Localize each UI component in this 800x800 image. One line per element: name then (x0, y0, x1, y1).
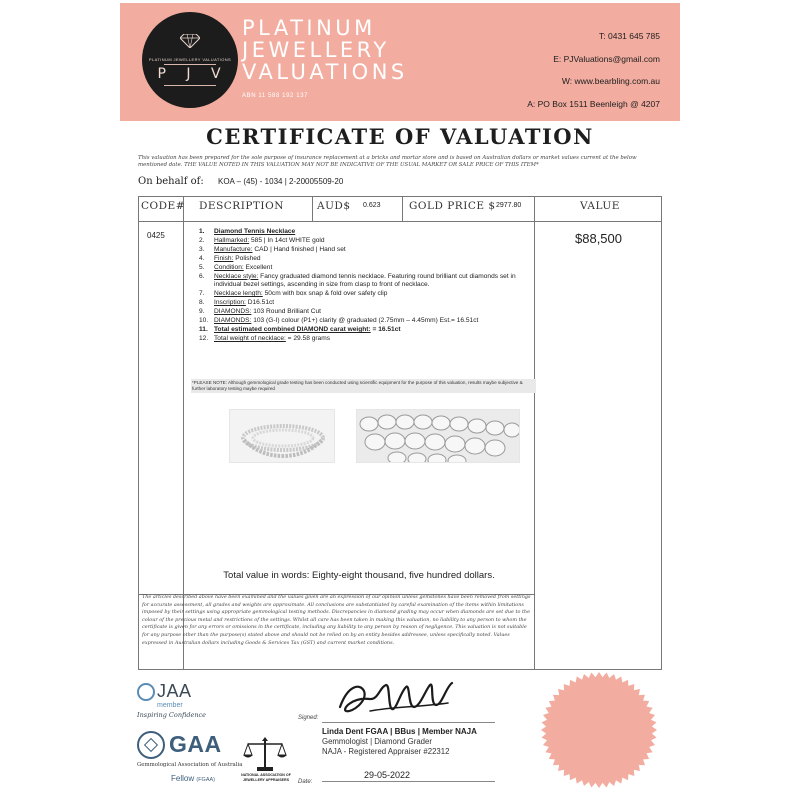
item-code: 0425 (147, 231, 165, 240)
list-item (199, 317, 535, 326)
item-value: $88,500 (575, 231, 622, 246)
gaa-logo (137, 731, 243, 789)
scales-icon (240, 735, 290, 773)
description-list (199, 228, 535, 344)
contact-website: W: www.bearbling.com.au (561, 76, 660, 86)
list-item (199, 237, 535, 246)
item-text: 50cm with box snap & fold over safety clip (262, 290, 388, 298)
item-label: Necklace length: (214, 290, 263, 298)
logo-initials: P J V (157, 66, 229, 82)
date-value: 29-05-2022 (364, 770, 411, 780)
item-label: Necklace style: (214, 272, 259, 280)
signed-label: Signed: (298, 715, 319, 721)
item-number: 3. (199, 245, 205, 253)
item-number: 9. (199, 308, 205, 316)
jaa-name: JAA (157, 681, 192, 701)
naja-logo (240, 735, 290, 790)
brand-line: VALUATIONS (242, 60, 408, 84)
pjv-logo (142, 12, 238, 108)
gold-price-label: GOLD PRICE $ (409, 200, 496, 212)
table-column-divider (312, 197, 313, 221)
item-text: Polished (233, 254, 261, 262)
item-number: 8. (199, 299, 205, 307)
diamond-closeup-photo (356, 409, 520, 463)
item-text: = 16.51ct (370, 325, 401, 333)
description-header: DESCRIPTION (199, 200, 284, 212)
gaa-fellow-label (171, 774, 215, 783)
table-column-divider (402, 197, 403, 221)
item-text: Excellent (243, 263, 273, 271)
item-number: 10. (199, 317, 209, 325)
item-number: 6. (199, 272, 205, 280)
item-number: 1. (199, 228, 205, 235)
item-label: Hallmarked: (214, 236, 250, 244)
diamond-closeup-image (357, 410, 520, 463)
item-label: Manufacture: (214, 245, 253, 253)
item-label: Diamond Tennis Necklace (214, 228, 296, 235)
logo-divider (164, 85, 216, 86)
embossed-seal (540, 671, 658, 789)
brand-name (242, 17, 408, 83)
list-item (199, 299, 535, 308)
jaa-emblem-icon (137, 683, 155, 701)
certificate-title: CERTIFICATE OF VALUATION (206, 124, 594, 149)
code-header: CODE# (141, 200, 186, 212)
item-number: 5. (199, 263, 205, 271)
date-label: Date: (298, 779, 313, 785)
item-label: Total weight of necklace: (214, 334, 286, 342)
gaa-emblem-icon (137, 731, 165, 759)
table-header-divider (139, 221, 661, 222)
item-label: Inscription: (214, 299, 246, 307)
contact-address: A: PO Box 1511 Beenleigh @ 4207 (527, 99, 660, 109)
brand-line: PLATINUM (242, 16, 376, 40)
signature-line (322, 722, 495, 723)
aud-value: 0.623 (363, 202, 381, 209)
jaa-member-logo (137, 680, 207, 720)
list-item (199, 264, 535, 273)
intro-text: This valuation has been prepared for the sole purpose of insurance replacement at a bricks and mortar store and is based on Australian dollars or market values current at the below mentioned date. THE VALUE NOTED IN THIS VALUATION MAY NOT BE INDICATIVE OF THE USUAL MARKET OR SALE PRICE OF THIS ITEM* (138, 155, 637, 168)
gaa-name: GAA (169, 731, 222, 757)
list-item (199, 308, 535, 317)
header-band (120, 3, 680, 121)
contact-email: E: PJValuations@gmail.com (553, 54, 660, 64)
item-text: 103 (G-I) colour (P1+) clarity @ graduated (2.75mm – 4.45mm) Est.= 16.51ct (251, 317, 479, 325)
gaa-fellow-abbr: (FGAA) (196, 777, 215, 783)
necklace-image (230, 410, 335, 463)
item-text: 585 | In 14ct WHITE gold (249, 236, 325, 244)
aud-label: AUD$ (317, 200, 351, 212)
item-number: 7. (199, 290, 205, 298)
logo-divider (164, 64, 216, 65)
total-in-words: Total value in words: Eighty-eight thousand, five hundred dollars. (223, 570, 495, 581)
valuation-table (138, 196, 662, 670)
logo-tagline: PLATINUM JEWELLERY VALUATIONS (148, 57, 232, 62)
handwritten-signature (330, 677, 460, 722)
item-label: DIAMONDS: (214, 317, 252, 325)
item-number: 4. (199, 254, 205, 262)
item-label: Total estimated combined DIAMOND carat weight: (214, 325, 371, 333)
list-item (199, 273, 535, 291)
item-text: D16.51ct (245, 299, 275, 307)
list-item (199, 255, 535, 264)
item-label: Condition: (214, 263, 244, 271)
item-text: CAD | Hand finished | Hand set (252, 245, 346, 253)
appraiser-name: Linda Dent FGAA | BBus | Member NAJA (322, 727, 477, 736)
list-item (199, 246, 535, 255)
list-item (199, 335, 535, 344)
value-header: VALUE (580, 200, 620, 212)
item-number: 12. (199, 334, 209, 342)
gaa-full-name: Gemmological Association of Australia (137, 762, 243, 768)
item-text: Fancy graduated diamond tennis necklace. Featuring round brilliant cut diamonds set in individual bezel settings, ascending in size from clasp to front of necklace. (214, 272, 516, 289)
list-item (199, 290, 535, 299)
gold-price-value: 2977.80 (496, 202, 522, 209)
contact-phone: T: 0431 645 785 (599, 31, 660, 41)
list-item (199, 228, 535, 237)
necklace-photo (229, 409, 335, 463)
item-number: 11. (199, 325, 208, 333)
item-text: = 29.58 grams (285, 334, 331, 342)
diamond-icon (180, 34, 200, 48)
item-label: Finish: (214, 254, 234, 262)
jaa-member-label: member (157, 702, 183, 709)
naja-name: NATIONAL ASSOCIATION OF JEWELLERY APPRAISERS (241, 773, 291, 782)
abn-number: ABN 11 588 192 137 (242, 93, 309, 99)
appraiser-registration: NAJA - Registered Appraiser #22312 (322, 747, 450, 756)
brand-line: JEWELLERY (242, 38, 390, 62)
date-line (322, 781, 495, 782)
appraiser-role: Gemmologist | Diamond Grader (322, 737, 432, 746)
jaa-slogan: Inspiring Confidence (137, 711, 207, 719)
gaa-fellow-text: Fellow (171, 774, 195, 783)
item-number: 2. (199, 236, 205, 244)
behalf-value: KOA – (45) - 1034 | 2-20005509-20 (218, 177, 344, 186)
item-label: DIAMONDS: (214, 308, 252, 316)
disclaimer-text: The articles described above have been examined and the values given are an expression of our opinion unless gemstones have been removed from settings for accurate assessment, all grades and weights are approximate. All conclusions are substantiated by careful examination of the items within limitations imposed by their settings using appropriate gemmological testing methods. Discrepancies in diamond grading may occur when diamonds are set due to the colour of the precious metal and restrictions of the settings. Whilst all care has been taken in making this valuation, no liability to any person to whom the certificate is given for any errors or omissions in the certificate, including any liability to any person by reason of negligence. This valuation is not suitable for any purpose other than the purpose(s) stated above and should not be relied on by an entity besides addressee, unless specifically noted. Values expressed in Australian dollars including Goods & Services Tax (GST) and current market conditions. (142, 594, 531, 646)
list-item (199, 326, 535, 335)
behalf-label: On behalf of: (138, 176, 204, 187)
testing-note: *PLEASE NOTE: Although gemmological grade testing has been conducted using scientific equipment for the purpose of this valuation, results maybe subjective & further laboratory testing maybe required (191, 379, 536, 393)
item-text: 103 Round Brilliant Cut (251, 308, 322, 316)
